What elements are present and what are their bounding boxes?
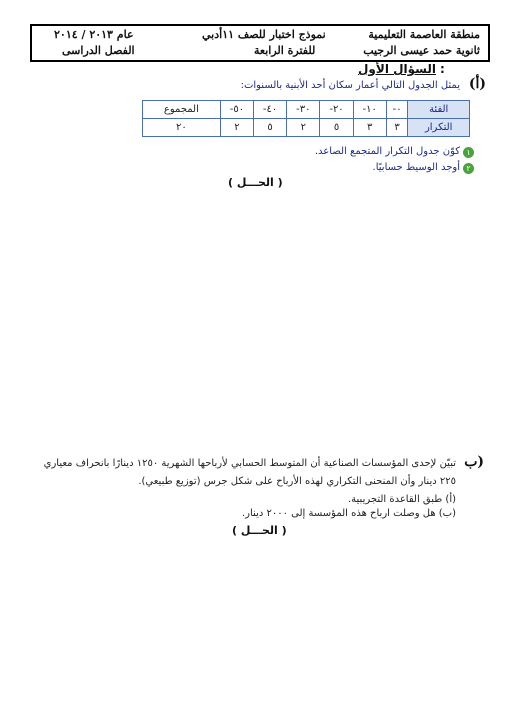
table-cell: ٢ (220, 119, 253, 137)
solution-heading-a: ( الحـــل ) (228, 176, 283, 189)
table-cell: الفئة (408, 101, 470, 119)
task-2-text: أوجد الوسيط حسابيًا. (372, 162, 460, 173)
task-1 (314, 146, 471, 157)
table-cell: ٢٠ (143, 119, 221, 137)
table-cell: ٣ (386, 119, 408, 137)
table-row (143, 119, 470, 137)
table-cell: ٤٠- (254, 101, 287, 119)
year-label: عام ٢٠١٣ / ٢٠١٤ (54, 28, 134, 41)
question-title-colon: : (440, 62, 445, 76)
question-title: السؤال الأول (358, 62, 436, 76)
table-cell: المجموع (143, 101, 221, 119)
table-cell: ٢٠- (320, 101, 353, 119)
table-cell: ٣٠- (287, 101, 320, 119)
part-b-subquestion-a: (أ) طبق القاعدة التجريبية. (348, 494, 456, 505)
part-a-letter: (أ) (468, 76, 486, 92)
table-cell: ٥ (320, 119, 353, 137)
part-b-line-2: ٢٢٥ دينار وأن المنحنى التكراري لهذه الأرباح على شكل جرس (توزيع طبيعي). (138, 476, 456, 487)
exam-label: نموذج اختبار للصف ١١أدبي (202, 28, 326, 41)
exam-header (30, 24, 490, 62)
part-b-line-1: تبيّن لإحدى المؤسسات الصناعية أن المتوسط الحسابي لأرباحها الشهرية ١٢٥٠ دينارًا بانحراف معياري (43, 458, 456, 469)
part-a-intro: يمثل الجدول التالي أعمار سكان أحد الأبنية بالسنوات: (240, 80, 460, 91)
period-label: للفترة الرابعة (254, 44, 316, 57)
table-cell: ١٠- (353, 101, 386, 119)
table-cell: ٥ (254, 119, 287, 137)
table-cell: التكرار (408, 119, 470, 137)
solution-heading-b: ( الحـــل ) (232, 524, 287, 537)
table-row (143, 101, 470, 119)
part-b-subquestion-b: (ب) هل وصلت ارباح هذه المؤسسة إلى ٢٠٠٠ دينار. (242, 508, 456, 519)
frequency-table (142, 100, 470, 137)
number-one-icon: ١ (463, 147, 474, 158)
table-cell: ٣ (353, 119, 386, 137)
task-2 (372, 162, 471, 173)
semester-label: الفصل الدراسى (62, 44, 135, 57)
task-1-text: كوّن جدول التكرار المتجمع الصاعد. (314, 146, 460, 157)
table-cell: ٠- (386, 101, 408, 119)
school-label: ثانوية حمد عيسى الرجيب (363, 44, 480, 57)
number-two-icon: ٢ (463, 163, 474, 174)
part-b-letter: (ب (464, 454, 484, 470)
region-label: منطقة العاصمة التعليمية (368, 28, 480, 41)
table-cell: ٥٠- (220, 101, 253, 119)
table-cell: ٢ (287, 119, 320, 137)
